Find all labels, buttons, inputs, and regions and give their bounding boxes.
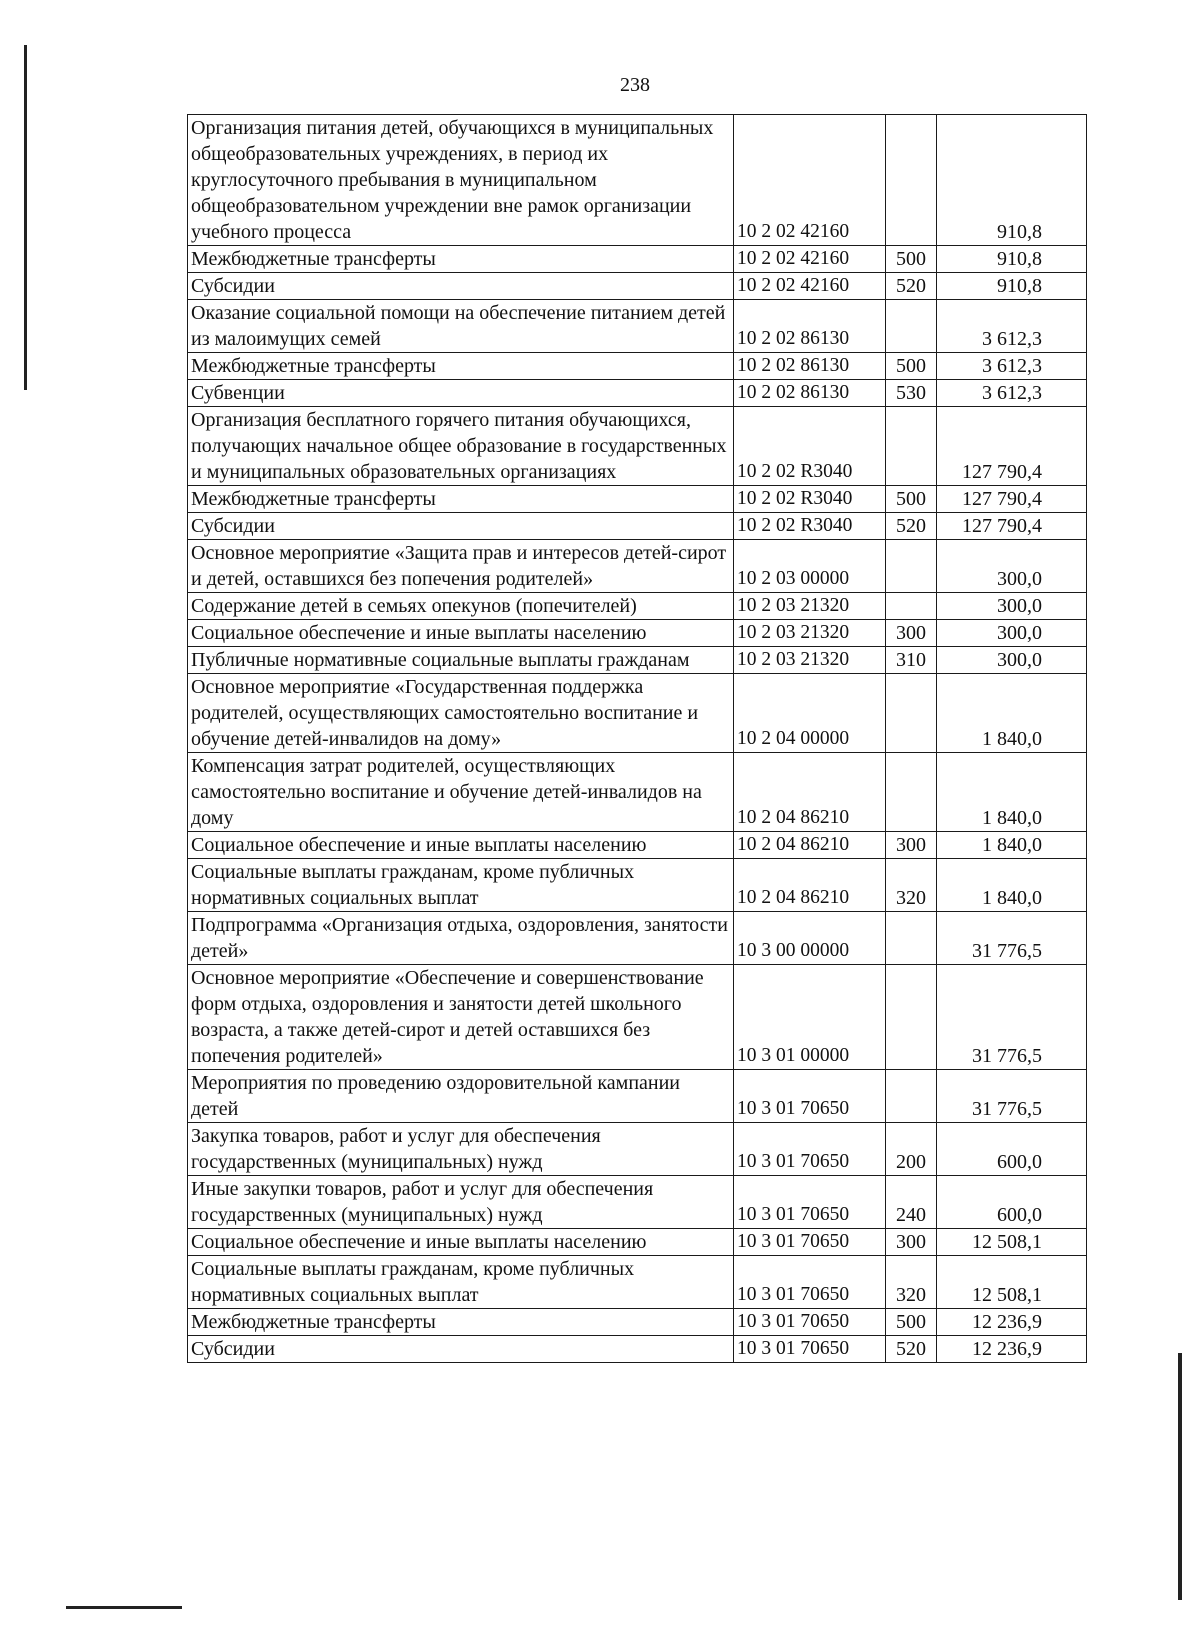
cell-amount: 300,0 — [937, 540, 1087, 593]
cell-expense-type — [886, 753, 937, 832]
cell-code: 10 2 03 21320 — [734, 620, 886, 647]
cell-code: 10 2 02 R3040 — [734, 407, 886, 486]
table-row — [188, 273, 1087, 300]
table-row — [188, 753, 1087, 832]
cell-code: 10 3 01 70650 — [734, 1123, 886, 1176]
cell-code: 10 3 01 70650 — [734, 1229, 886, 1256]
cell-amount: 910,8 — [937, 273, 1087, 300]
cell-name: Мероприятия по проведению оздоровительной кампании детей — [188, 1070, 734, 1123]
cell-code: 10 3 01 70650 — [734, 1070, 886, 1123]
table-row — [188, 486, 1087, 513]
cell-code: 10 2 02 86130 — [734, 380, 886, 407]
cell-expense-type: 520 — [886, 513, 937, 540]
table-row — [188, 965, 1087, 1070]
cell-name: Организация питания детей, обучающихся в муниципальных общеобразовательных учреждениях, в период их круглосуточного пребывания в муниципальном общеобразовательном учреждении вне рамок организации учебного процесса — [188, 115, 734, 246]
cell-amount: 300,0 — [937, 593, 1087, 620]
cell-expense-type — [886, 300, 937, 353]
cell-name: Оказание социальной помощи на обеспечение питанием детей из малоимущих семей — [188, 300, 734, 353]
budget-table-body — [188, 115, 1087, 1363]
cell-name: Публичные нормативные социальные выплаты гражданам — [188, 647, 734, 674]
table-row — [188, 912, 1087, 965]
cell-name: Иные закупки товаров, работ и услуг для обеспечения государственных (муниципальных) нужд — [188, 1176, 734, 1229]
cell-name: Содержание детей в семьях опекунов (попечителей) — [188, 593, 734, 620]
table-row — [188, 300, 1087, 353]
cell-code: 10 2 02 86130 — [734, 300, 886, 353]
table-row — [188, 620, 1087, 647]
cell-expense-type — [886, 593, 937, 620]
table-row — [188, 115, 1087, 246]
cell-code: 10 3 01 00000 — [734, 965, 886, 1070]
cell-amount: 3 612,3 — [937, 300, 1087, 353]
cell-code: 10 2 02 42160 — [734, 115, 886, 246]
table-row — [188, 1070, 1087, 1123]
cell-name: Основное мероприятие «Государственная поддержка родителей, осуществляющих самостоятельно воспитание и обучение детей-инвалидов на дому» — [188, 674, 734, 753]
cell-code: 10 2 02 42160 — [734, 273, 886, 300]
cell-amount: 127 790,4 — [937, 407, 1087, 486]
cell-expense-type: 300 — [886, 832, 937, 859]
cell-expense-type — [886, 674, 937, 753]
table-row — [188, 593, 1087, 620]
cell-amount: 31 776,5 — [937, 1070, 1087, 1123]
cell-code: 10 2 02 R3040 — [734, 486, 886, 513]
cell-amount: 300,0 — [937, 620, 1087, 647]
cell-amount: 12 508,1 — [937, 1229, 1087, 1256]
cell-name: Межбюджетные трансферты — [188, 1309, 734, 1336]
cell-code: 10 3 01 70650 — [734, 1256, 886, 1309]
cell-code: 10 2 04 86210 — [734, 753, 886, 832]
cell-name: Организация бесплатного горячего питания обучающихся, получающих начальное общее образование в государственных и муниципальных образовательных организациях — [188, 407, 734, 486]
cell-name: Социальное обеспечение и иные выплаты населению — [188, 1229, 734, 1256]
cell-amount: 1 840,0 — [937, 674, 1087, 753]
table-row — [188, 407, 1087, 486]
cell-expense-type: 530 — [886, 380, 937, 407]
cell-amount: 12 508,1 — [937, 1256, 1087, 1309]
cell-name: Межбюджетные трансферты — [188, 246, 734, 273]
table-row — [188, 353, 1087, 380]
cell-code: 10 2 02 R3040 — [734, 513, 886, 540]
table-row — [188, 513, 1087, 540]
budget-table — [187, 114, 1087, 1363]
cell-expense-type: 500 — [886, 486, 937, 513]
cell-amount: 910,8 — [937, 115, 1087, 246]
cell-amount: 3 612,3 — [937, 353, 1087, 380]
cell-expense-type — [886, 1070, 937, 1123]
cell-name: Социальные выплаты гражданам, кроме публичных нормативных социальных выплат — [188, 859, 734, 912]
cell-expense-type — [886, 965, 937, 1070]
cell-amount: 600,0 — [937, 1176, 1087, 1229]
cell-code: 10 3 00 00000 — [734, 912, 886, 965]
table-row — [188, 1176, 1087, 1229]
cell-amount: 12 236,9 — [937, 1336, 1087, 1363]
cell-code: 10 2 04 00000 — [734, 674, 886, 753]
cell-expense-type: 310 — [886, 647, 937, 674]
cell-amount: 1 840,0 — [937, 859, 1087, 912]
cell-code: 10 2 04 86210 — [734, 859, 886, 912]
table-row — [188, 1309, 1087, 1336]
cell-amount: 300,0 — [937, 647, 1087, 674]
cell-amount: 127 790,4 — [937, 486, 1087, 513]
cell-expense-type: 520 — [886, 273, 937, 300]
cell-amount: 910,8 — [937, 246, 1087, 273]
cell-expense-type: 520 — [886, 1336, 937, 1363]
cell-expense-type: 300 — [886, 620, 937, 647]
cell-code: 10 2 03 21320 — [734, 647, 886, 674]
cell-expense-type: 200 — [886, 1123, 937, 1176]
cell-name: Социальные выплаты гражданам, кроме публичных нормативных социальных выплат — [188, 1256, 734, 1309]
table-row — [188, 246, 1087, 273]
cell-expense-type: 500 — [886, 353, 937, 380]
table-row — [188, 540, 1087, 593]
cell-expense-type: 320 — [886, 1256, 937, 1309]
cell-code: 10 3 01 70650 — [734, 1309, 886, 1336]
table-row — [188, 1229, 1087, 1256]
cell-expense-type — [886, 115, 937, 246]
cell-amount: 127 790,4 — [937, 513, 1087, 540]
scan-edge-mark-bottom — [66, 1606, 182, 1609]
cell-amount: 600,0 — [937, 1123, 1087, 1176]
cell-name: Субсидии — [188, 273, 734, 300]
cell-expense-type — [886, 407, 937, 486]
cell-expense-type: 240 — [886, 1176, 937, 1229]
cell-name: Субсидии — [188, 1336, 734, 1363]
cell-expense-type: 320 — [886, 859, 937, 912]
table-row — [188, 1123, 1087, 1176]
cell-expense-type — [886, 540, 937, 593]
cell-name: Межбюджетные трансферты — [188, 353, 734, 380]
cell-code: 10 3 01 70650 — [734, 1176, 886, 1229]
cell-name: Социальное обеспечение и иные выплаты населению — [188, 620, 734, 647]
cell-amount: 31 776,5 — [937, 965, 1087, 1070]
cell-name: Межбюджетные трансферты — [188, 486, 734, 513]
cell-expense-type — [886, 912, 937, 965]
cell-amount: 1 840,0 — [937, 832, 1087, 859]
table-row — [188, 859, 1087, 912]
cell-name: Подпрограмма «Организация отдыха, оздоровления, занятости детей» — [188, 912, 734, 965]
cell-name: Закупка товаров, работ и услуг для обеспечения государственных (муниципальных) нужд — [188, 1123, 734, 1176]
cell-code: 10 2 03 00000 — [734, 540, 886, 593]
cell-name: Компенсация затрат родителей, осуществляющих самостоятельно воспитание и обучение детей-инвалидов на дому — [188, 753, 734, 832]
cell-name: Субсидии — [188, 513, 734, 540]
cell-code: 10 2 02 86130 — [734, 353, 886, 380]
cell-name: Субвенции — [188, 380, 734, 407]
table-row — [188, 832, 1087, 859]
cell-expense-type: 500 — [886, 246, 937, 273]
scan-edge-mark-right — [1178, 1353, 1182, 1600]
table-row — [188, 647, 1087, 674]
table-row — [188, 1256, 1087, 1309]
cell-name: Социальное обеспечение и иные выплаты населению — [188, 832, 734, 859]
cell-expense-type: 300 — [886, 1229, 937, 1256]
cell-name: Основное мероприятие «Защита прав и интересов детей-сирот и детей, оставшихся без попечения родителей» — [188, 540, 734, 593]
cell-amount: 31 776,5 — [937, 912, 1087, 965]
cell-code: 10 2 03 21320 — [734, 593, 886, 620]
cell-code: 10 2 04 86210 — [734, 832, 886, 859]
cell-amount: 1 840,0 — [937, 753, 1087, 832]
table-row — [188, 1336, 1087, 1363]
cell-amount: 3 612,3 — [937, 380, 1087, 407]
table-row — [188, 674, 1087, 753]
cell-code: 10 3 01 70650 — [734, 1336, 886, 1363]
page-number: 238 — [620, 74, 650, 96]
cell-name: Основное мероприятие «Обеспечение и совершенствование форм отдыха, оздоровления и занятости детей школьного возраста, а также детей-сирот и детей оставшихся без попечения родителей» — [188, 965, 734, 1070]
cell-expense-type: 500 — [886, 1309, 937, 1336]
cell-amount: 12 236,9 — [937, 1309, 1087, 1336]
table-row — [188, 380, 1087, 407]
cell-code: 10 2 02 42160 — [734, 246, 886, 273]
